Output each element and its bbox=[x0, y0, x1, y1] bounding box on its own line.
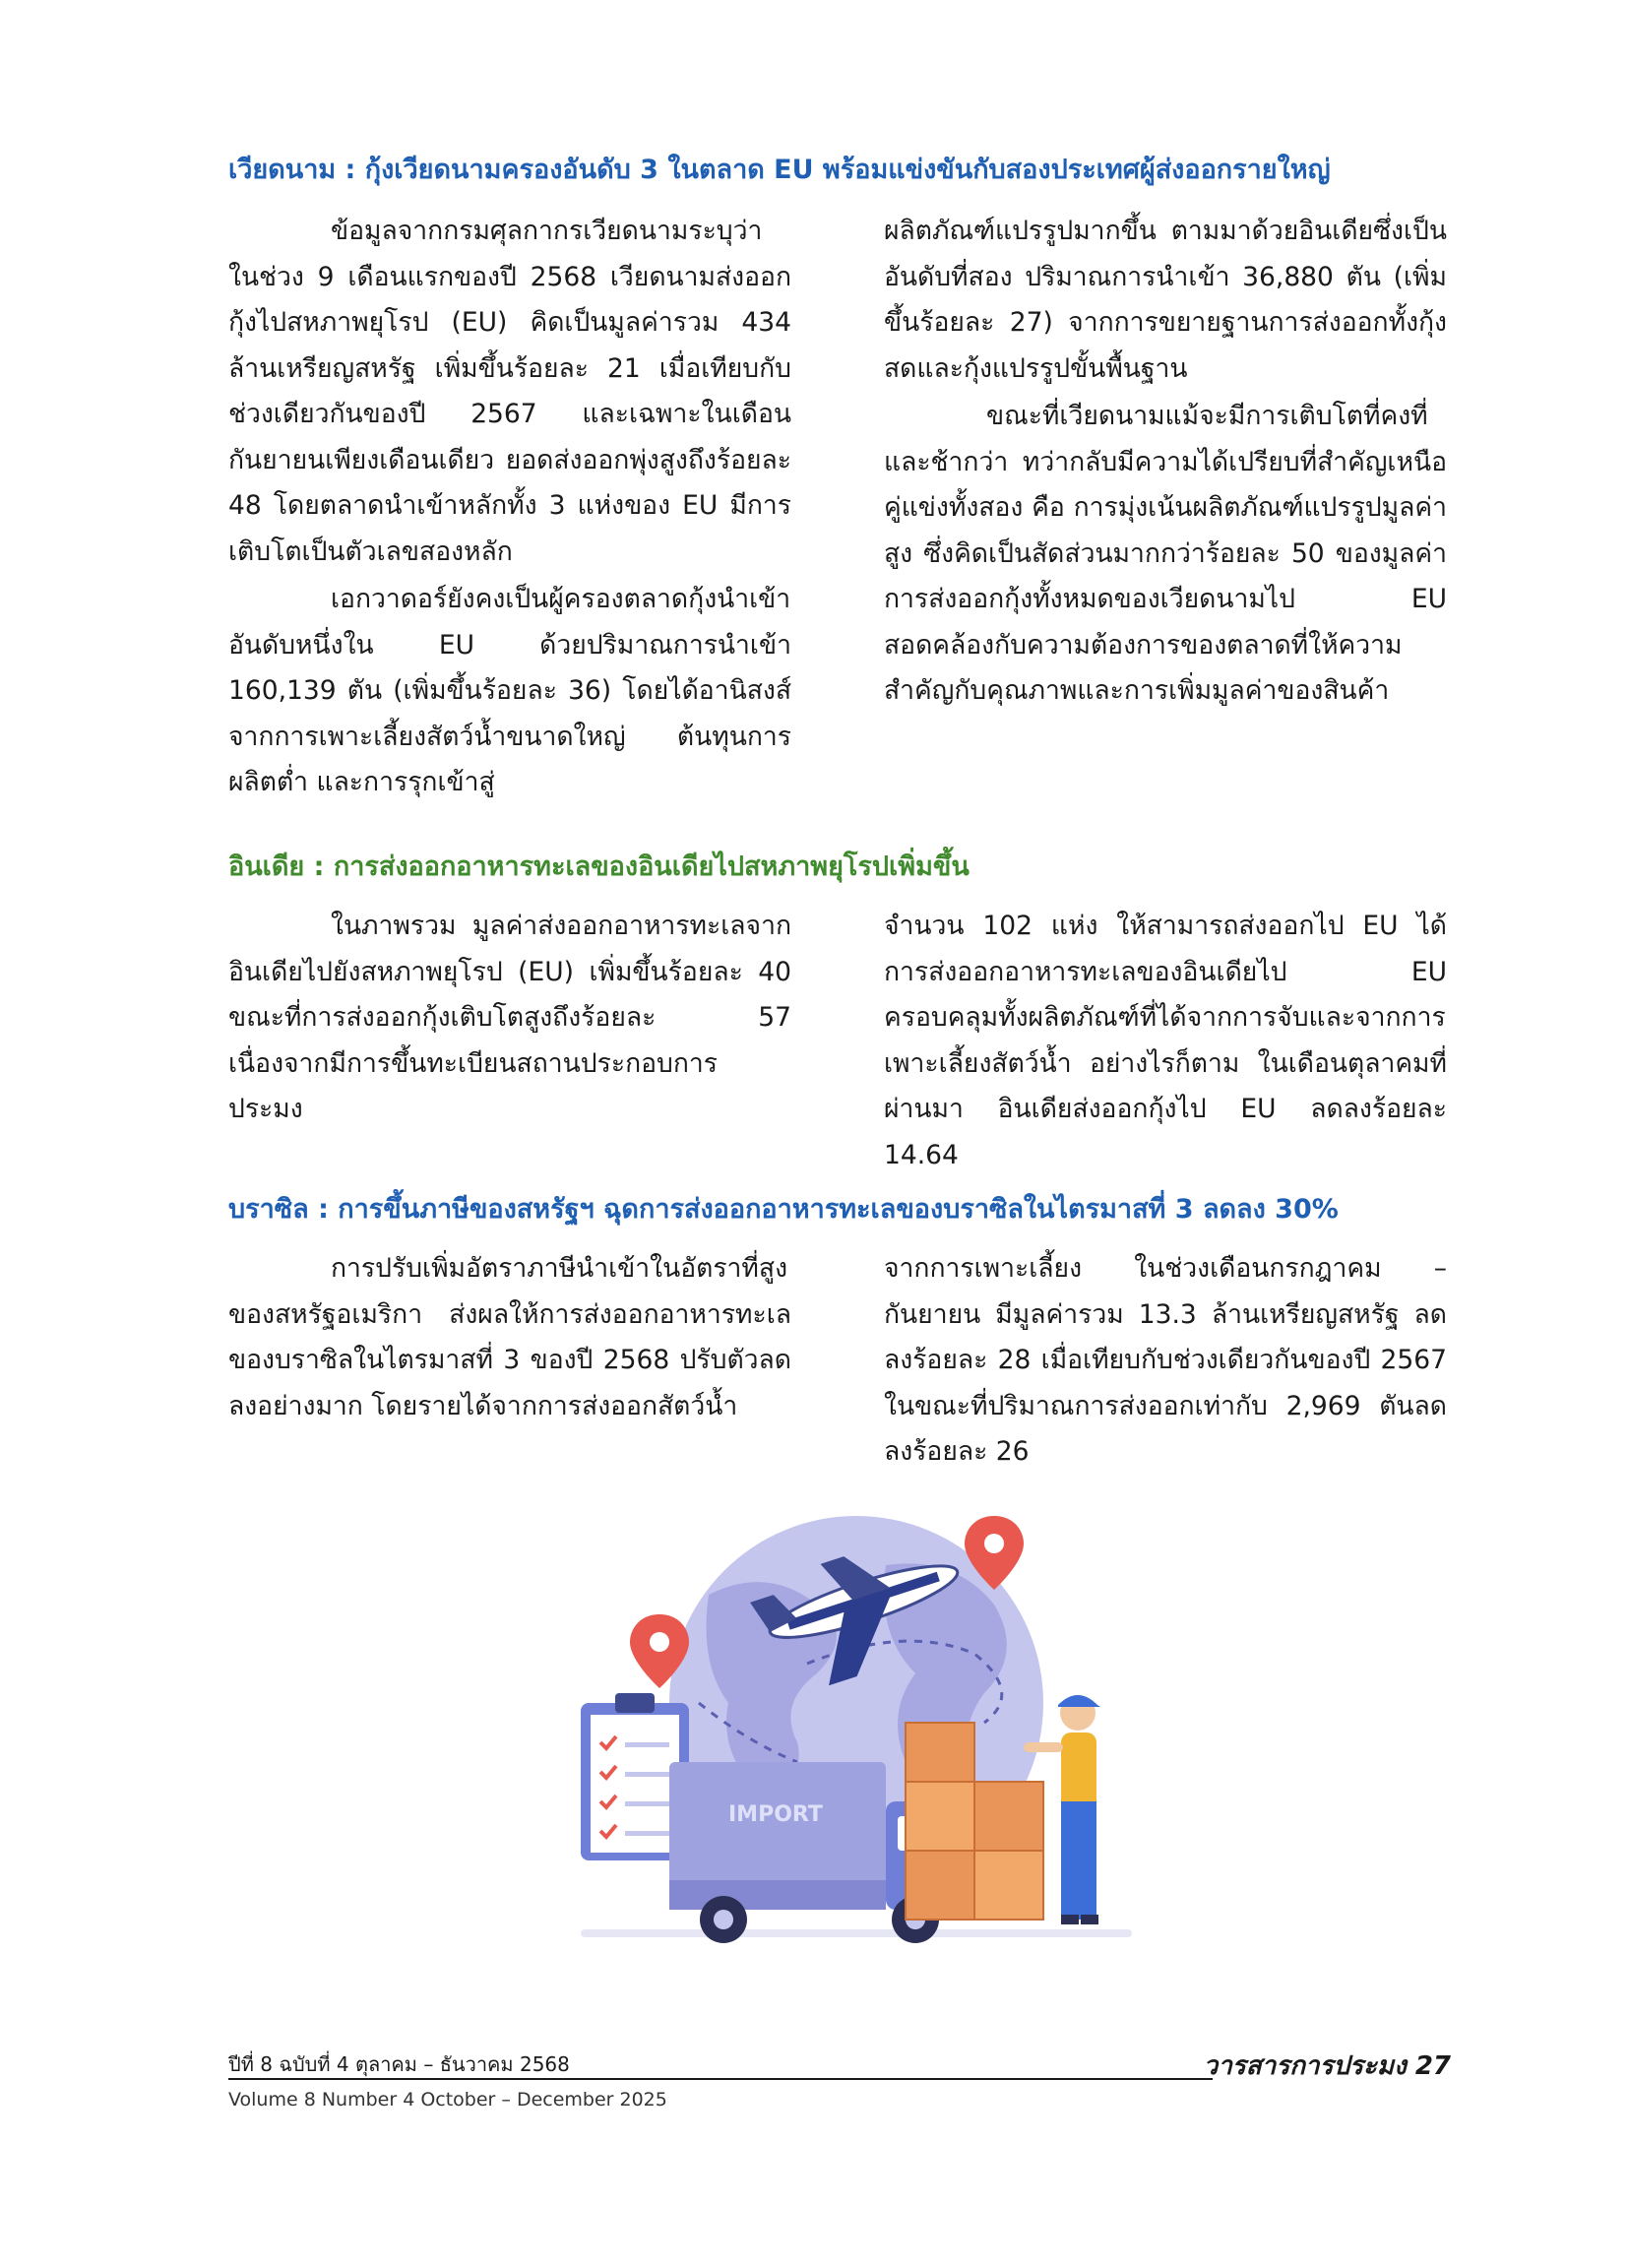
paragraph: จากการเพาะเลี้ยง ในช่วงเดือนกรกฎาคม – กันยายน มีมูลค่ารวม 13.3 ล้านเหรียญสหรัฐ ลดลงร้อยละ 28 เมื่อเทียบกับช่วงเดียวกันของปี 2567 ในขณะที่ปริมาณการส่งออกเท่ากับ 2,969 ตันลดลงร้อยละ 26 bbox=[884, 1253, 1447, 1467]
logistics-illustration-svg bbox=[561, 1506, 1152, 1979]
paragraph: จำนวน 102 แห่ง ให้สามารถส่งออกไป EU ได้ การส่งออกอาหารทะเลของอินเดียไป EU ครอบคลุมทั้งผลิตภัณฑ์ที่ได้จากการจับและจากการเพาะเลี้ยงสัตว์น้ำ อย่างไรก็ตาม ในเดือนตุลาคมที่ผ่านมา อินเดียส่งออกกุ้งไป EU ลดลงร้อยละ 14.64 bbox=[884, 911, 1447, 1170]
vietnam-right-column bbox=[884, 209, 1447, 715]
footer-issue-thai: ปีที่ 8 ฉบับที่ 4 ตุลาคม – ธันวาคม 2568 bbox=[228, 2052, 570, 2076]
vietnam-left-column bbox=[228, 209, 791, 806]
paragraph: เอกวาดอร์ยังคงเป็นผู้ครองตลาดกุ้งนำเข้าอันดับหนึ่งใน EU ด้วยปริมาณการนำเข้า 160,139 ตัน (เพิ่มขึ้นร้อยละ 36) โดยได้อานิสงส์จากการเพาะเลี้ยงสัตว์น้ำขนาดใหญ่ ต้นทุนการผลิตต่ำ และการรุกเข้าสู่ bbox=[228, 584, 791, 797]
india-right-column bbox=[884, 904, 1447, 1178]
logistics-illustration bbox=[561, 1506, 1152, 1979]
section-heading-vietnam: เวียดนาม : กุ้งเวียดนามครองอันดับ 3 ในตลาด EU พร้อมแข่งขันกับสองประเทศผู้ส่งออกรายใหญ่ bbox=[228, 155, 1331, 185]
india-left-column bbox=[228, 904, 791, 1133]
ground-line bbox=[581, 1929, 1132, 1937]
paragraph: ขณะที่เวียดนามแม้จะมีการเติบโตที่คงที่และช้ากว่า ทว่ากลับมีความได้เปรียบที่สำคัญเหนือคู่แข่งทั้งสอง คือ การมุ่งเน้นผลิตภัณฑ์แปรรูปมูลค่าสูง ซึ่งคิดเป็นสัดส่วนมากกว่าร้อยละ 50 ของมูลค่าการส่งออกกุ้งทั้งหมดของเวียดนามไป EU สอดคล้องกับความต้องการของตลาดที่ให้ความสำคัญกับคุณภาพและการเพิ่มมูลค่าของสินค้า bbox=[884, 401, 1447, 706]
section-heading-brazil: บราซิล : การขึ้นภาษีของสหรัฐฯ ฉุดการส่งออกอาหารทะเลของบราซิลในไตรมาสที่ 3 ลดลง 30% bbox=[228, 1194, 1339, 1225]
paragraph: ข้อมูลจากกรมศุลกากรเวียดนามระบุว่า ในช่วง 9 เดือนแรกของปี 2568 เวียดนามส่งออกกุ้งไปสหภาพยุโรป (EU) คิดเป็นมูลค่ารวม 434 ล้านเหรียญสหรัฐ เพิ่มขึ้นร้อยละ 21 เมื่อเทียบกับช่วงเดียวกันของปี 2567 และเฉพาะในเดือนกันยายนเพียงเดือนเดียว ยอดส่งออกพุ่งสูงถึงร้อยละ 48 โดยตลาดนำเข้าหลักทั้ง 3 แห่งของ EU มีการเติบโตเป็นตัวเลขสองหลัก bbox=[228, 216, 791, 567]
truck-label: IMPORT bbox=[728, 1802, 823, 1827]
paragraph: การปรับเพิ่มอัตราภาษีนำเข้าในอัตราที่สูงของสหรัฐอเมริกา ส่งผลให้การส่งออกอาหารทะเลของบราซิลในไตรมาสที่ 3 ของปี 2568 ปรับตัวลดลงอย่างมาก โดยรายได้จากการส่งออกสัตว์น้ำ bbox=[228, 1253, 791, 1421]
footer-divider bbox=[228, 2078, 1213, 2080]
footer-issue-english: Volume 8 Number 4 October – December 2025 bbox=[228, 2089, 667, 2110]
brazil-right-column bbox=[884, 1246, 1447, 1476]
paragraph: ในภาพรวม มูลค่าส่งออกอาหารทะเลจากอินเดียไปยังสหภาพยุโรป (EU) เพิ่มขึ้นร้อยละ 40 ขณะที่การส่งออกกุ้งเติบโตสูงถึงร้อยละ 57 เนื่องจากมีการขึ้นทะเบียนสถานประกอบการประมง bbox=[228, 911, 791, 1124]
section-heading-india: อินเดีย : การส่งออกอาหารทะเลของอินเดียไปสหภาพยุโรปเพิ่มขึ้น bbox=[228, 851, 970, 882]
footer-journal-page: วารสารการประมง 27 bbox=[1203, 2051, 1451, 2081]
paragraph: ผลิตภัณฑ์แปรรูปมากขึ้น ตามมาด้วยอินเดียซึ่งเป็นอันดับที่สอง ปริมาณการนำเข้า 36,880 ตัน (เพิ่มขึ้นร้อยละ 27) จากการขยายฐานการส่งออกทั้งกุ้งสดและกุ้งแปรรูปขั้นพื้นฐาน bbox=[884, 216, 1447, 384]
brazil-left-column bbox=[228, 1246, 791, 1429]
